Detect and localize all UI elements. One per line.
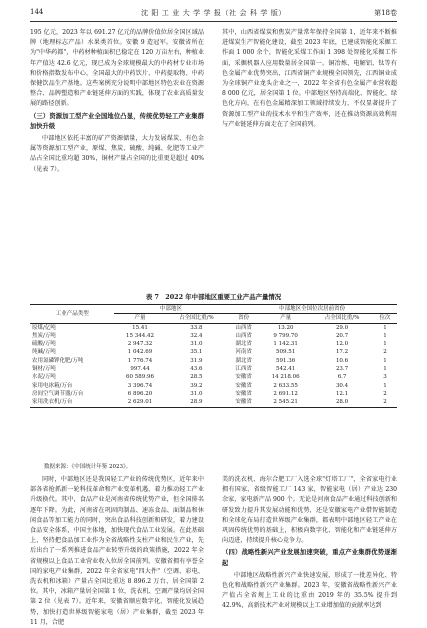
province-cell: 安徽省: [227, 398, 260, 407]
header-rule: [30, 21, 397, 22]
product-cell: 房间空气调节器/万台: [32, 390, 84, 397]
province-cell: 山西省: [235, 332, 252, 339]
rank-cell: 2: [383, 349, 387, 356]
share-cell: 33.8: [190, 324, 203, 331]
output-cell: 1 042.69: [127, 349, 153, 356]
product-cell: 原煤/亿吨: [32, 324, 56, 331]
table-row: [30, 390, 397, 398]
province-cell: 河南省: [235, 349, 252, 356]
table-body: [30, 323, 397, 407]
table-row: [30, 382, 397, 390]
province-share-cell: 10.6: [335, 357, 349, 364]
rank-cell: 1: [383, 341, 387, 348]
product-cell: 家用洗衣机/万台: [30, 398, 114, 407]
share-cell: 28.9: [166, 398, 228, 407]
province-share-cell: 17.2: [335, 349, 349, 356]
province-output-cell: 9 799.70: [273, 332, 298, 339]
table-row: [30, 332, 397, 340]
rank-cell: 1: [383, 366, 387, 373]
col-output-header: 产量: [114, 314, 165, 323]
output-cell: 60 589.96: [125, 374, 154, 381]
left-column-bottom: [30, 475, 204, 628]
province-share-cell: 29.0: [335, 324, 349, 331]
share-cell: 35.1: [190, 349, 203, 356]
running-header: [30, 6, 397, 20]
product-cell: 农用氮磷钾化肥/万吨: [32, 357, 84, 364]
product-cell: 焦炭/万吨: [32, 332, 56, 339]
province-cell: 安徽省: [235, 374, 252, 381]
province-share-cell: 30.4: [335, 382, 349, 389]
share-cell: 39.2: [190, 382, 203, 389]
province-cell: 山西省: [235, 324, 252, 331]
province-output-cell: 591.36: [276, 357, 296, 364]
col-product-header: 工业产品类型: [30, 305, 114, 324]
table-row: [30, 365, 397, 373]
col-share-header: 占全国比重/%: [166, 314, 228, 323]
rank-cell: 1: [383, 332, 387, 339]
page-number: 144: [30, 8, 44, 16]
section-heading-3: （三）资源加工型产业全国地位凸显，传统优势轻工产业集群加快升级: [30, 112, 204, 130]
share-cell: 32.4: [190, 332, 203, 339]
col-province-header: 省份: [227, 314, 260, 323]
product-cell: 纯碱/万吨: [32, 349, 56, 356]
province-output-cell: 2 691.12: [273, 390, 298, 397]
industrial-output-table: [30, 304, 397, 408]
volume-label: 第18卷: [374, 9, 397, 17]
province-cell: 湖北省: [235, 357, 252, 364]
rank-cell: 1: [383, 357, 387, 364]
paragraph: 中部地区战略性新兴产业快速发展，形成了一批差异化、特色化和战略性新兴产业集群。2023 年，安徽省战略性新兴产业产值占全省规上工业的比重由 2019 年的 35.5% 提升到 42.9%，高新技术产业对规模以上工业增加值的贡献率达到: [222, 571, 397, 610]
province-output-cell: 542.41: [276, 366, 296, 373]
col-prov-output-header: 产量: [260, 314, 311, 323]
rank-cell: 2: [383, 390, 387, 397]
product-cell: 家用电冰箱/万台: [32, 382, 73, 389]
paragraph: 同时，中部地区还是我国轻工产业的传统优势区，近年来中部各省抢抓新一轮科技革命和产业变革机遇，着力推动轻工产业升级换代。其中，食品产业是河南省传统优势产业，但全国排名逐年下降。为此，河南省在巩固肉制品、速冻食品、面制品和休闲食品等加工能力的同时，突出食品科技创新和研发，着力建设食品安全体系，中国主体地，加快现代食品工业发展。在此基础上，坚持把食品加工业作为全省战略性支柱产业和民生产业，先后出台了一系列推进食品产业转型升级的政策措施，2022 年全省规模以上食品工业营业收入位居全国前列。安徽省拥有享誉全国的家电产业集群，2022 年全省家电"四大件"（空调、彩电、洗衣机和冰箱）产量占全国比重达 8 896.2 万台，居全国第 2 位。其中，冰箱产量居全国第 1 位，洗衣机、空调产量均居全国第 2 位（见表 7）。近年来，安徽省顺应数字化、智能化发展趋势，加快打造世界级智能家电（居）产业集群，截至 2023 年 11 月，合肥: [30, 476, 204, 626]
table-row: [30, 348, 397, 356]
col-rank-header: 位次: [373, 314, 397, 323]
output-cell: 15 344.42: [125, 332, 154, 339]
rank-cell: 3: [383, 374, 387, 381]
paragraph: 中部地区依托丰富的矿产资源储量，大力发展煤炭、有色金属等资源加工型产业，原煤、焦炭、硫酸、纯碱、化肥等工业产品占全国比重均超 30%，铜材产量占全国的比重更是超过 40%（见表 7）。: [30, 135, 204, 173]
right-column-top: [222, 28, 397, 130]
province-share-cell: 6.7: [337, 374, 347, 381]
share-cell: 31.0: [190, 341, 203, 348]
province-cell: 安徽省: [235, 390, 252, 397]
paragraph: 其中，山西省煤炭和焦炭产量常年保持全国第 1，近年来不断推进煤炭生产智能化建设，截至 2023 年底，已建成智能化采掘工作面 1 000 余个，智能化采煤工作面 1 398 处智能化采掘工作面，采掘机器人应用数量居全国第一。铜冶炼、电解铝、钛等有色金属产业优势突出，江西省铜产业规模全国领先，江西铜业成为全球铜产业龙头企业之一，2022 年全省有色金属产业营收超 8 000 亿元，居全国第 1 位。中部地区坚持高端化、智能化、绿色化方向，在有色金属精深加工领域持续发力，不仅显著提升了资源加工型产业的技术水平和生产效率，还在推动资源高效利用与产业链延伸方面走在了全国前列。: [222, 29, 397, 128]
province-output-cell: 509.51: [276, 349, 296, 356]
right-column-bottom: [222, 475, 397, 612]
rank-cell: 1: [383, 382, 387, 389]
product-cell: 硫酸/万吨: [32, 341, 56, 348]
output-cell: 6 896.20: [127, 390, 153, 397]
rank-cell: 2: [373, 398, 397, 407]
province-share-cell: 28.0: [311, 398, 373, 407]
output-cell: 15.41: [132, 324, 148, 331]
share-cell: 31.9: [190, 357, 203, 364]
share-cell: 31.0: [190, 390, 203, 397]
group-central-header: 中部地区: [114, 305, 227, 314]
col-prov-share-header: 占全国比重/%: [311, 314, 373, 323]
province-share-cell: 12.0: [335, 341, 349, 348]
table-row: [30, 323, 397, 332]
province-share-cell: 20.7: [335, 332, 349, 339]
output-cell: 1 776.74: [127, 357, 153, 364]
journal-title: 沈 阳 工 业 大 学 学 报（社 会 科 学 版）: [140, 9, 287, 17]
table-title: 表 7 2022 年中部地区重要工业产品产量情况: [145, 293, 282, 301]
province-cell: 安徽省: [235, 382, 252, 389]
province-cell: 湖北省: [235, 341, 252, 348]
section-heading-4: （四）战略性新兴产业发展加速突破，重点产业集群优势逐渐起: [222, 549, 397, 567]
table-row: [30, 357, 397, 365]
table-row: [30, 373, 397, 381]
paragraph: 美的洗衣机、海尔合肥工厂入选全球"灯塔工厂"，全省家电行业拥有国家、省级智能工厂 143 家，智能家电（居）产业达 230 余家，家电新产品 900 个。无论是河南食品产业通过科技创新和研发致力提升其发展动能和优势，还是安徽家电产业借智能制造和全球化布局打造世界级产业集群，都表明中部地区轻工产业在巩固传统优势的基础上，积极向数字化、智能化和产业链延伸方向迈进，持续提升核心竞争力。: [222, 476, 397, 545]
product-cell: 水泥/万吨: [32, 374, 56, 381]
output-cell: 3 396.74: [127, 382, 153, 389]
province-output-cell: 14 218.06: [271, 374, 300, 381]
product-cell: 铜材/万吨: [32, 366, 56, 373]
province-output-cell: 2 633.55: [273, 382, 298, 389]
output-cell: 997.44: [130, 366, 150, 373]
rank-cell: 1: [383, 324, 387, 331]
table-source-note: 数据来源：《中国统计年鉴 2023》。: [44, 464, 132, 470]
province-output-cell: 13.20: [277, 324, 294, 331]
output-cell: 2 629.01: [114, 398, 165, 407]
province-output-cell: 1 142.31: [273, 341, 298, 348]
paragraph: 195 亿元，2023 年以 691.27 亿元的品牌价值位居全国区域品牌（地理标志产品）水果类首位。安徽 9 造冠军。安徽省所在为"中华药都"，中药材种植面积已稳定在 120 万亩左右，种植业年产值达 42.6 亿元，现已成为全球规模最大的中药材专业市场和价格指数发布中心，全国最大的中药饮片、中药提取物、中药保健饮品生产基地。这些案例充分说明中部地区特色农业在资源整合、品牌塑造和产业链延伸方面的实践，体现了农业高质量发展的路径创新。: [30, 29, 204, 108]
output-cell: 2 947.32: [127, 341, 153, 348]
share-cell: 43.6: [190, 366, 203, 373]
province-cell: 江西省: [235, 366, 252, 373]
group-top-province-header: 中部地区全国位次居前省份: [227, 305, 397, 314]
province-output-cell: 2 545.21: [260, 398, 311, 407]
table-row: [30, 398, 397, 407]
share-cell: 28.5: [190, 374, 203, 381]
table-row: [30, 340, 397, 348]
left-column-top: [30, 28, 204, 175]
province-share-cell: 12.1: [335, 390, 349, 397]
province-share-cell: 23.7: [335, 366, 349, 373]
